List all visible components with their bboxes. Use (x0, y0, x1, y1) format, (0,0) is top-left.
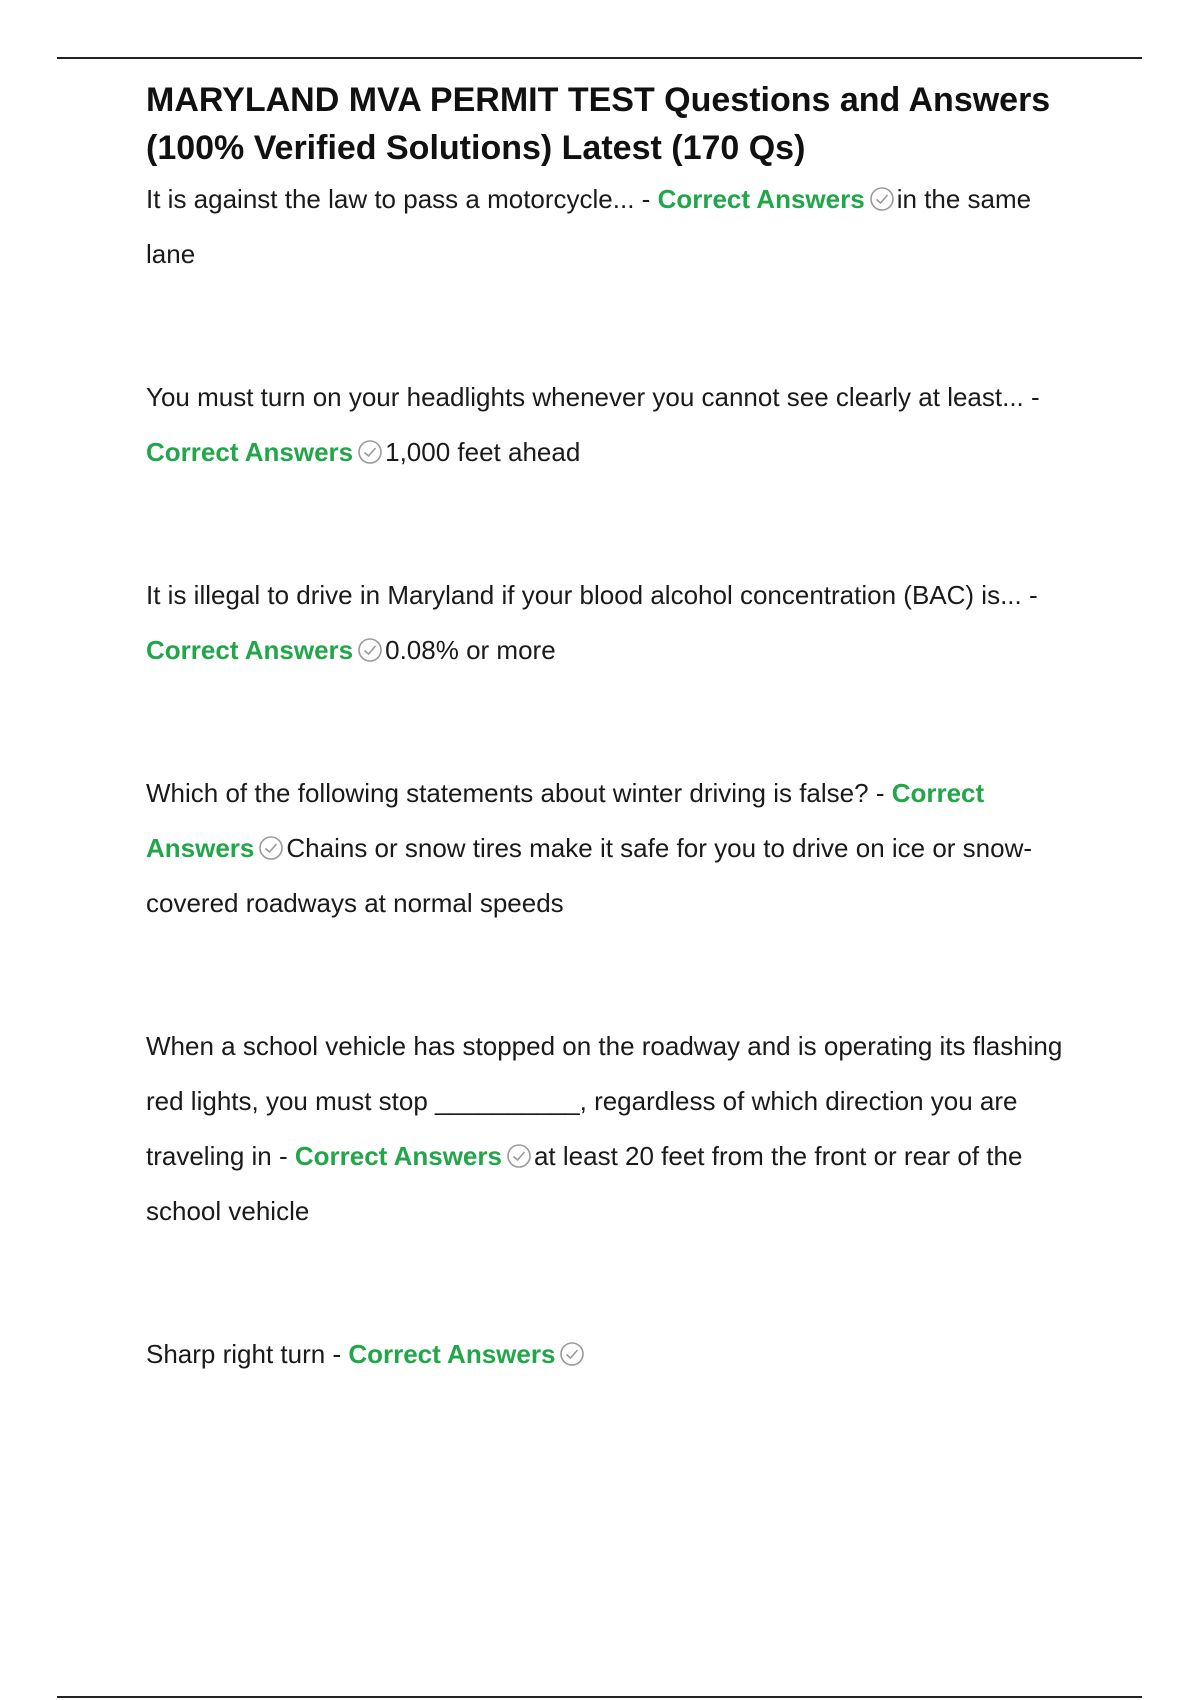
check-circle-icon (559, 1341, 585, 1367)
qa-item (146, 568, 1086, 678)
check-circle-icon (869, 186, 895, 212)
answer-text: Chains or snow tires make it safe for you to drive on ice or snow-covered roadways at normal speeds (146, 833, 1033, 918)
answer-text: 0.08% or more (385, 635, 556, 665)
question-text: It is against the law to pass a motorcycle... (146, 184, 635, 214)
answer-text: 1,000 feet ahead (385, 437, 581, 467)
separator: - (271, 1141, 295, 1171)
qa-item (146, 766, 1086, 931)
correct-answers-label: Correct Answers (146, 635, 354, 665)
separator: - (868, 778, 892, 808)
check-circle-icon (357, 439, 383, 465)
correct-answers-label: Correct Answers (146, 437, 354, 467)
bottom-rule (57, 1696, 1142, 1698)
qa-item (146, 370, 1086, 480)
qa-item (146, 1019, 1086, 1239)
check-circle-icon (506, 1143, 532, 1169)
qa-item (146, 172, 1086, 282)
separator: - (634, 184, 658, 214)
answer-text: at least 20 feet from the front or rear of the school vehicle (146, 1141, 1023, 1226)
correct-answers-label: Correct Answers (146, 778, 985, 863)
top-rule (57, 57, 1142, 59)
separator: - (1021, 580, 1038, 610)
check-circle-icon (258, 835, 284, 861)
qa-item (146, 1327, 1086, 1382)
separator: - (1023, 382, 1040, 412)
correct-answers-label: Correct Answers (348, 1339, 556, 1369)
question-text: You must turn on your headlights whenever you cannot see clearly at least... (146, 382, 1024, 412)
check-circle-icon (357, 637, 383, 663)
question-text: Which of the following statements about winter driving is false? (146, 778, 869, 808)
page-title: MARYLAND MVA PERMIT TEST Questions and Answers (100% Verified Solutions) Latest (170 Qs) (146, 81, 1051, 167)
correct-answers-label: Correct Answers (657, 184, 865, 214)
question-text: When a school vehicle has stopped on the roadway and is operating its flashing red lights, you must stop __________, regardless of which direction you are traveling in (146, 1031, 1063, 1171)
answer-text: in the same lane (146, 184, 1032, 269)
document-body (146, 76, 1086, 1382)
correct-answers-label: Correct Answers (294, 1141, 502, 1171)
separator: - (325, 1339, 349, 1369)
question-text: It is illegal to drive in Maryland if your blood alcohol concentration (BAC) is... (146, 580, 1022, 610)
question-text: Sharp right turn (146, 1339, 326, 1369)
